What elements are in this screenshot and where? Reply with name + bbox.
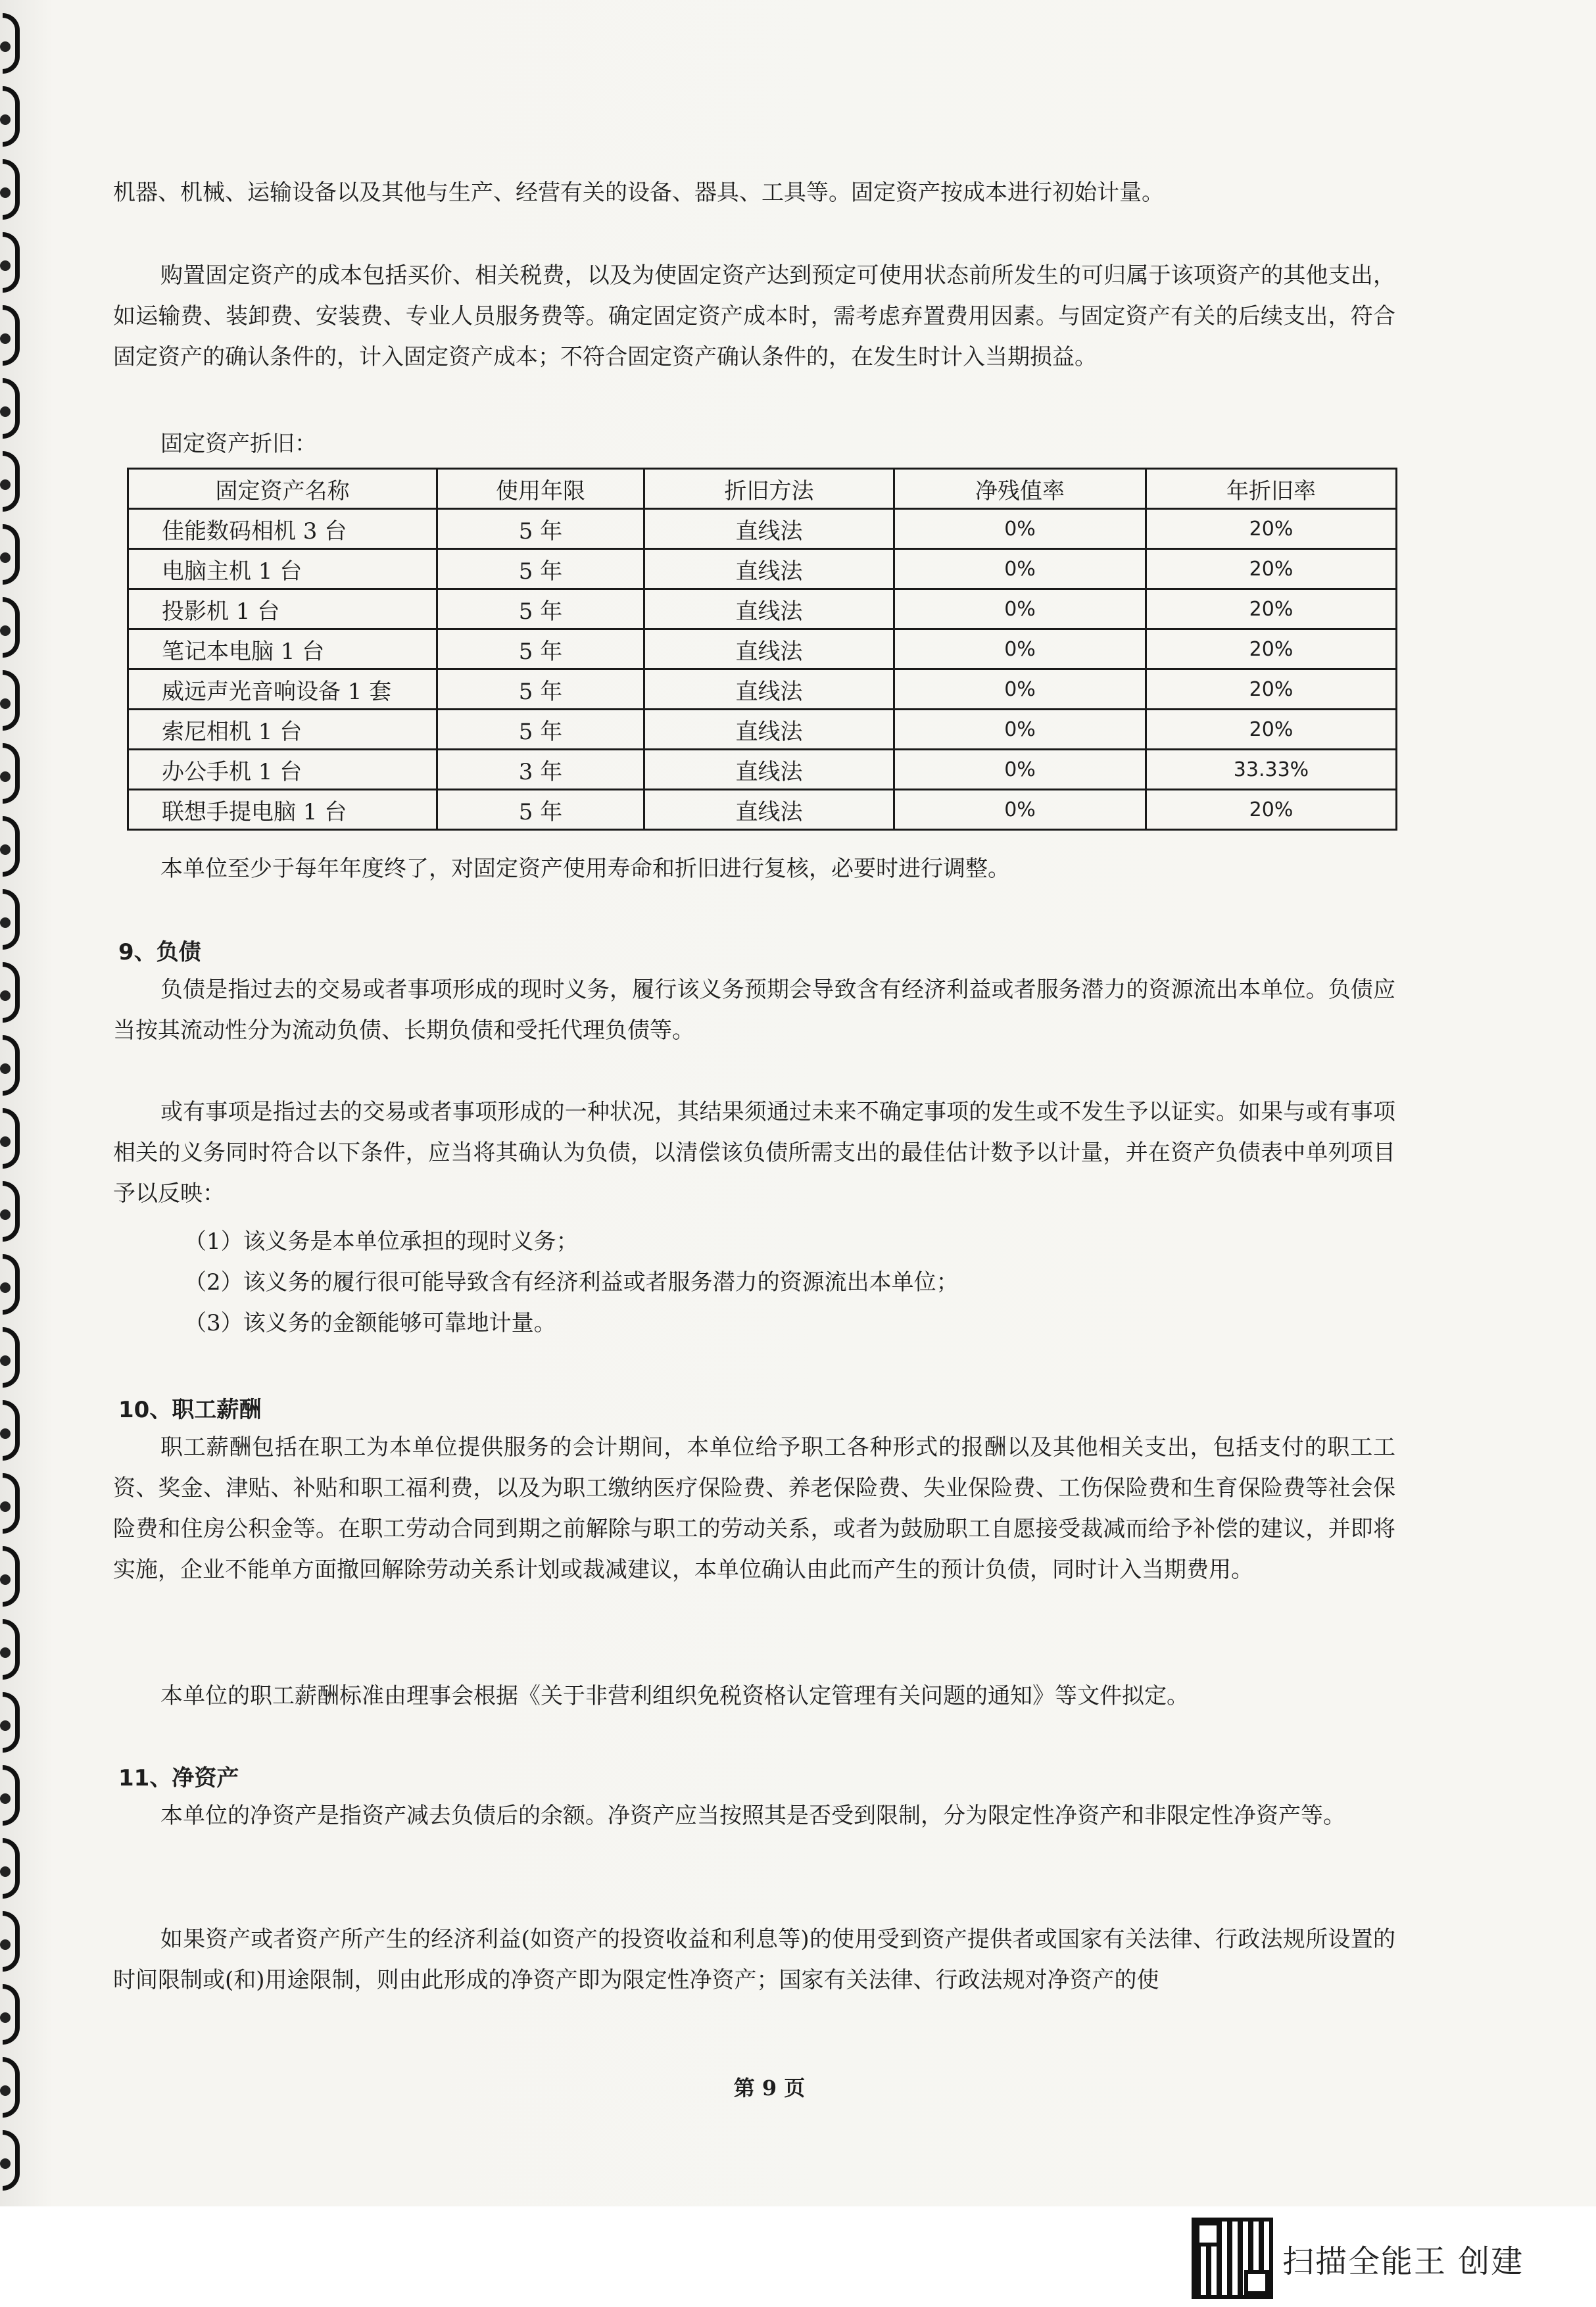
cell-asset-name: 佳能数码相机 3 台 xyxy=(128,509,437,549)
cell-method: 直线法 xyxy=(644,629,894,669)
binding-ring xyxy=(3,159,20,220)
header-residual-rate: 净残值率 xyxy=(894,469,1146,509)
binding-ring xyxy=(3,597,20,658)
cell-useful-life: 3 年 xyxy=(437,750,644,790)
binding-ring xyxy=(3,816,20,877)
paragraph-compensation-standard: 本单位的职工薪酬标准由理事会根据《关于非营利组织免税资格认定管理有关问题的通知》等文件拟定。 xyxy=(160,1683,1189,1709)
scanner-watermark-label: 扫描全能王 创建 xyxy=(1282,2243,1524,2280)
section-title-employee-compensation: 10、职工薪酬 xyxy=(118,1397,262,1423)
paragraph-net-assets: 本单位的净资产是指资产减去负债后的余额。净资产应当按照其是否受到限制，分为限定性净资产和非限定性净资产等。 xyxy=(160,1803,1345,1829)
cell-asset-name: 办公手机 1 台 xyxy=(128,750,437,790)
cell-method: 直线法 xyxy=(644,750,894,790)
table-header-row xyxy=(128,469,1397,509)
binding-ring xyxy=(3,1254,20,1315)
cell-asset-name: 笔记本电脑 1 台 xyxy=(128,629,437,669)
paragraph-liabilities: 负债是指过去的交易或者事项形成的现时义务，履行该义务预期会导致含有经济利益或者服务潜力的资源流出本单位。负债应当按其流动性分为流动负债、长期负债和受托代理负债等。 xyxy=(113,977,1395,1044)
cell-annual-rate: 20% xyxy=(1146,589,1397,629)
header-annual-rate: 年折旧率 xyxy=(1146,469,1397,509)
paragraph-restricted-net-assets: 如果资产或者资产所产生的经济利益(如资产的投资收益和利息等)的使用受到资产提供者或国家有关法律、行政法规所设置的时间限制或(和)用途限制，则由此形成的净资产即为限定性净资产；国家有关法律、行政法规对净资产的使 xyxy=(113,1926,1395,1993)
cell-useful-life: 5 年 xyxy=(437,629,644,669)
table-row xyxy=(128,790,1397,830)
cell-residual-rate: 0% xyxy=(894,629,1146,669)
section-title-liabilities: 9、负债 xyxy=(118,939,201,965)
cell-useful-life: 5 年 xyxy=(437,710,644,750)
binding-ring xyxy=(3,1692,20,1753)
binding-ring xyxy=(3,1108,20,1169)
binding-ring xyxy=(3,1546,20,1607)
table-row xyxy=(128,509,1397,549)
binding-ring xyxy=(3,962,20,1023)
binding-ring xyxy=(3,2130,20,2191)
cell-annual-rate: 20% xyxy=(1146,549,1397,589)
cell-residual-rate: 0% xyxy=(894,710,1146,750)
cell-asset-name: 索尼相机 1 台 xyxy=(128,710,437,750)
list-item: （1）该义务是本单位承担的现时义务； xyxy=(184,1228,579,1255)
cell-residual-rate: 0% xyxy=(894,549,1146,589)
cell-residual-rate: 0% xyxy=(894,669,1146,710)
paragraph-employee-compensation: 职工薪酬包括在职工为本单位提供服务的会计期间，本单位给予职工各种形式的报酬以及其他相关支出，包括支付的职工工资、奖金、津贴、补贴和职工福利费，以及为职工缴纳医疗保险费、养老保险费、失业保险费、工伤保险费和生育保险费等社会保险费和住房公积金等。在职工劳动合同到期之前解除与职工的劳动关系，或者为鼓励职工自愿接受裁减而给予补偿的建议，并即将实施，企业不能单方面撤回解除劳动关系计划或裁减建议，本单位确认由此而产生的预计负债，同时计入当期费用。 xyxy=(113,1434,1395,1583)
table-row xyxy=(128,750,1397,790)
qr-code-icon xyxy=(1196,2222,1269,2295)
cell-useful-life: 5 年 xyxy=(437,509,644,549)
cell-asset-name: 电脑主机 1 台 xyxy=(128,549,437,589)
list-item: （3）该义务的金额能够可靠地计量。 xyxy=(184,1310,556,1336)
cell-method: 直线法 xyxy=(644,549,894,589)
binding-ring xyxy=(3,1619,20,1680)
cell-useful-life: 5 年 xyxy=(437,669,644,710)
cell-asset-name: 联想手提电脑 1 台 xyxy=(128,790,437,830)
header-asset-name: 固定资产名称 xyxy=(128,469,437,509)
table-row xyxy=(128,629,1397,669)
depreciation-table xyxy=(127,468,1397,831)
cell-method: 直线法 xyxy=(644,790,894,830)
paragraph-review: 本单位至少于每年年度终了，对固定资产使用寿命和折旧进行复核，必要时进行调整。 xyxy=(160,856,1010,882)
binding-ring xyxy=(3,1327,20,1388)
header-useful-life: 使用年限 xyxy=(437,469,644,509)
binding-ring xyxy=(3,451,20,512)
cell-useful-life: 5 年 xyxy=(437,589,644,629)
list-item: （2）该义务的履行很可能导致含有经济利益或者服务潜力的资源流出本单位； xyxy=(184,1269,959,1296)
depreciation-label: 固定资产折旧： xyxy=(160,431,317,457)
binding-ring xyxy=(3,1473,20,1534)
binding-ring xyxy=(3,524,20,585)
table-row xyxy=(128,669,1397,710)
table-row xyxy=(128,589,1397,629)
cell-method: 直线法 xyxy=(644,710,894,750)
binding-ring xyxy=(3,1911,20,1972)
binding-ring xyxy=(3,1181,20,1242)
cell-annual-rate: 20% xyxy=(1146,710,1397,750)
binding-ring xyxy=(3,86,20,147)
cell-residual-rate: 0% xyxy=(894,750,1146,790)
cell-annual-rate: 20% xyxy=(1146,790,1397,830)
paragraph-contingencies: 或有事项是指过去的交易或者事项形成的一种状况，其结果须通过未来不确定事项的发生或不发生予以证实。如果与或有事项相关的义务同时符合以下条件，应当将其确认为负债，以清偿该负债所需支出的最佳估计数予以计量，并在资产负债表中单列项目予以反映： xyxy=(113,1099,1395,1207)
binding-ring xyxy=(3,670,20,731)
cell-method: 直线法 xyxy=(644,669,894,710)
cell-asset-name: 威远声光音响设备 1 套 xyxy=(128,669,437,710)
binding-ring xyxy=(3,13,20,74)
binding-ring xyxy=(3,232,20,293)
paragraph-fixed-assets-definition: 机器、机械、运输设备以及其他与生产、经营有关的设备、器具、工具等。固定资产按成本进行初始计量。 xyxy=(113,180,1164,206)
binding-ring xyxy=(3,378,20,439)
binding-ring xyxy=(3,1035,20,1096)
cell-residual-rate: 0% xyxy=(894,509,1146,549)
cell-annual-rate: 20% xyxy=(1146,669,1397,710)
binding-ring xyxy=(3,305,20,366)
cell-method: 直线法 xyxy=(644,509,894,549)
cell-method: 直线法 xyxy=(644,589,894,629)
cell-annual-rate: 20% xyxy=(1146,509,1397,549)
cell-residual-rate: 0% xyxy=(894,589,1146,629)
cell-residual-rate: 0% xyxy=(894,790,1146,830)
table-row xyxy=(128,549,1397,589)
binding-ring xyxy=(3,1984,20,2045)
binding-ring xyxy=(3,889,20,950)
binding-ring xyxy=(3,1838,20,1899)
header-method: 折旧方法 xyxy=(644,469,894,509)
cell-useful-life: 5 年 xyxy=(437,549,644,589)
binding-ring xyxy=(3,743,20,804)
cell-annual-rate: 20% xyxy=(1146,629,1397,669)
table-row xyxy=(128,710,1397,750)
spiral-binding xyxy=(0,0,39,2223)
section-title-net-assets: 11、净资产 xyxy=(118,1765,239,1791)
binding-ring xyxy=(3,1400,20,1461)
binding-ring xyxy=(3,1765,20,1826)
paragraph-fixed-assets-cost: 购置固定资产的成本包括买价、相关税费，以及为使固定资产达到预定可使用状态前所发生的可归属于该项资产的其他支出，如运输费、装卸费、安装费、专业人员服务费等。确定固定资产成本时，需考虑弃置费用因素。与固定资产有关的后续支出，符合固定资产的确认条件的，计入固定资产成本；不符合固定资产确认条件的，在发生时计入当期损益。 xyxy=(113,262,1395,370)
cell-useful-life: 5 年 xyxy=(437,790,644,830)
page-number: 第 9 页 xyxy=(733,2076,806,2101)
cell-asset-name: 投影机 1 台 xyxy=(128,589,437,629)
cell-annual-rate: 33.33% xyxy=(1146,750,1397,790)
